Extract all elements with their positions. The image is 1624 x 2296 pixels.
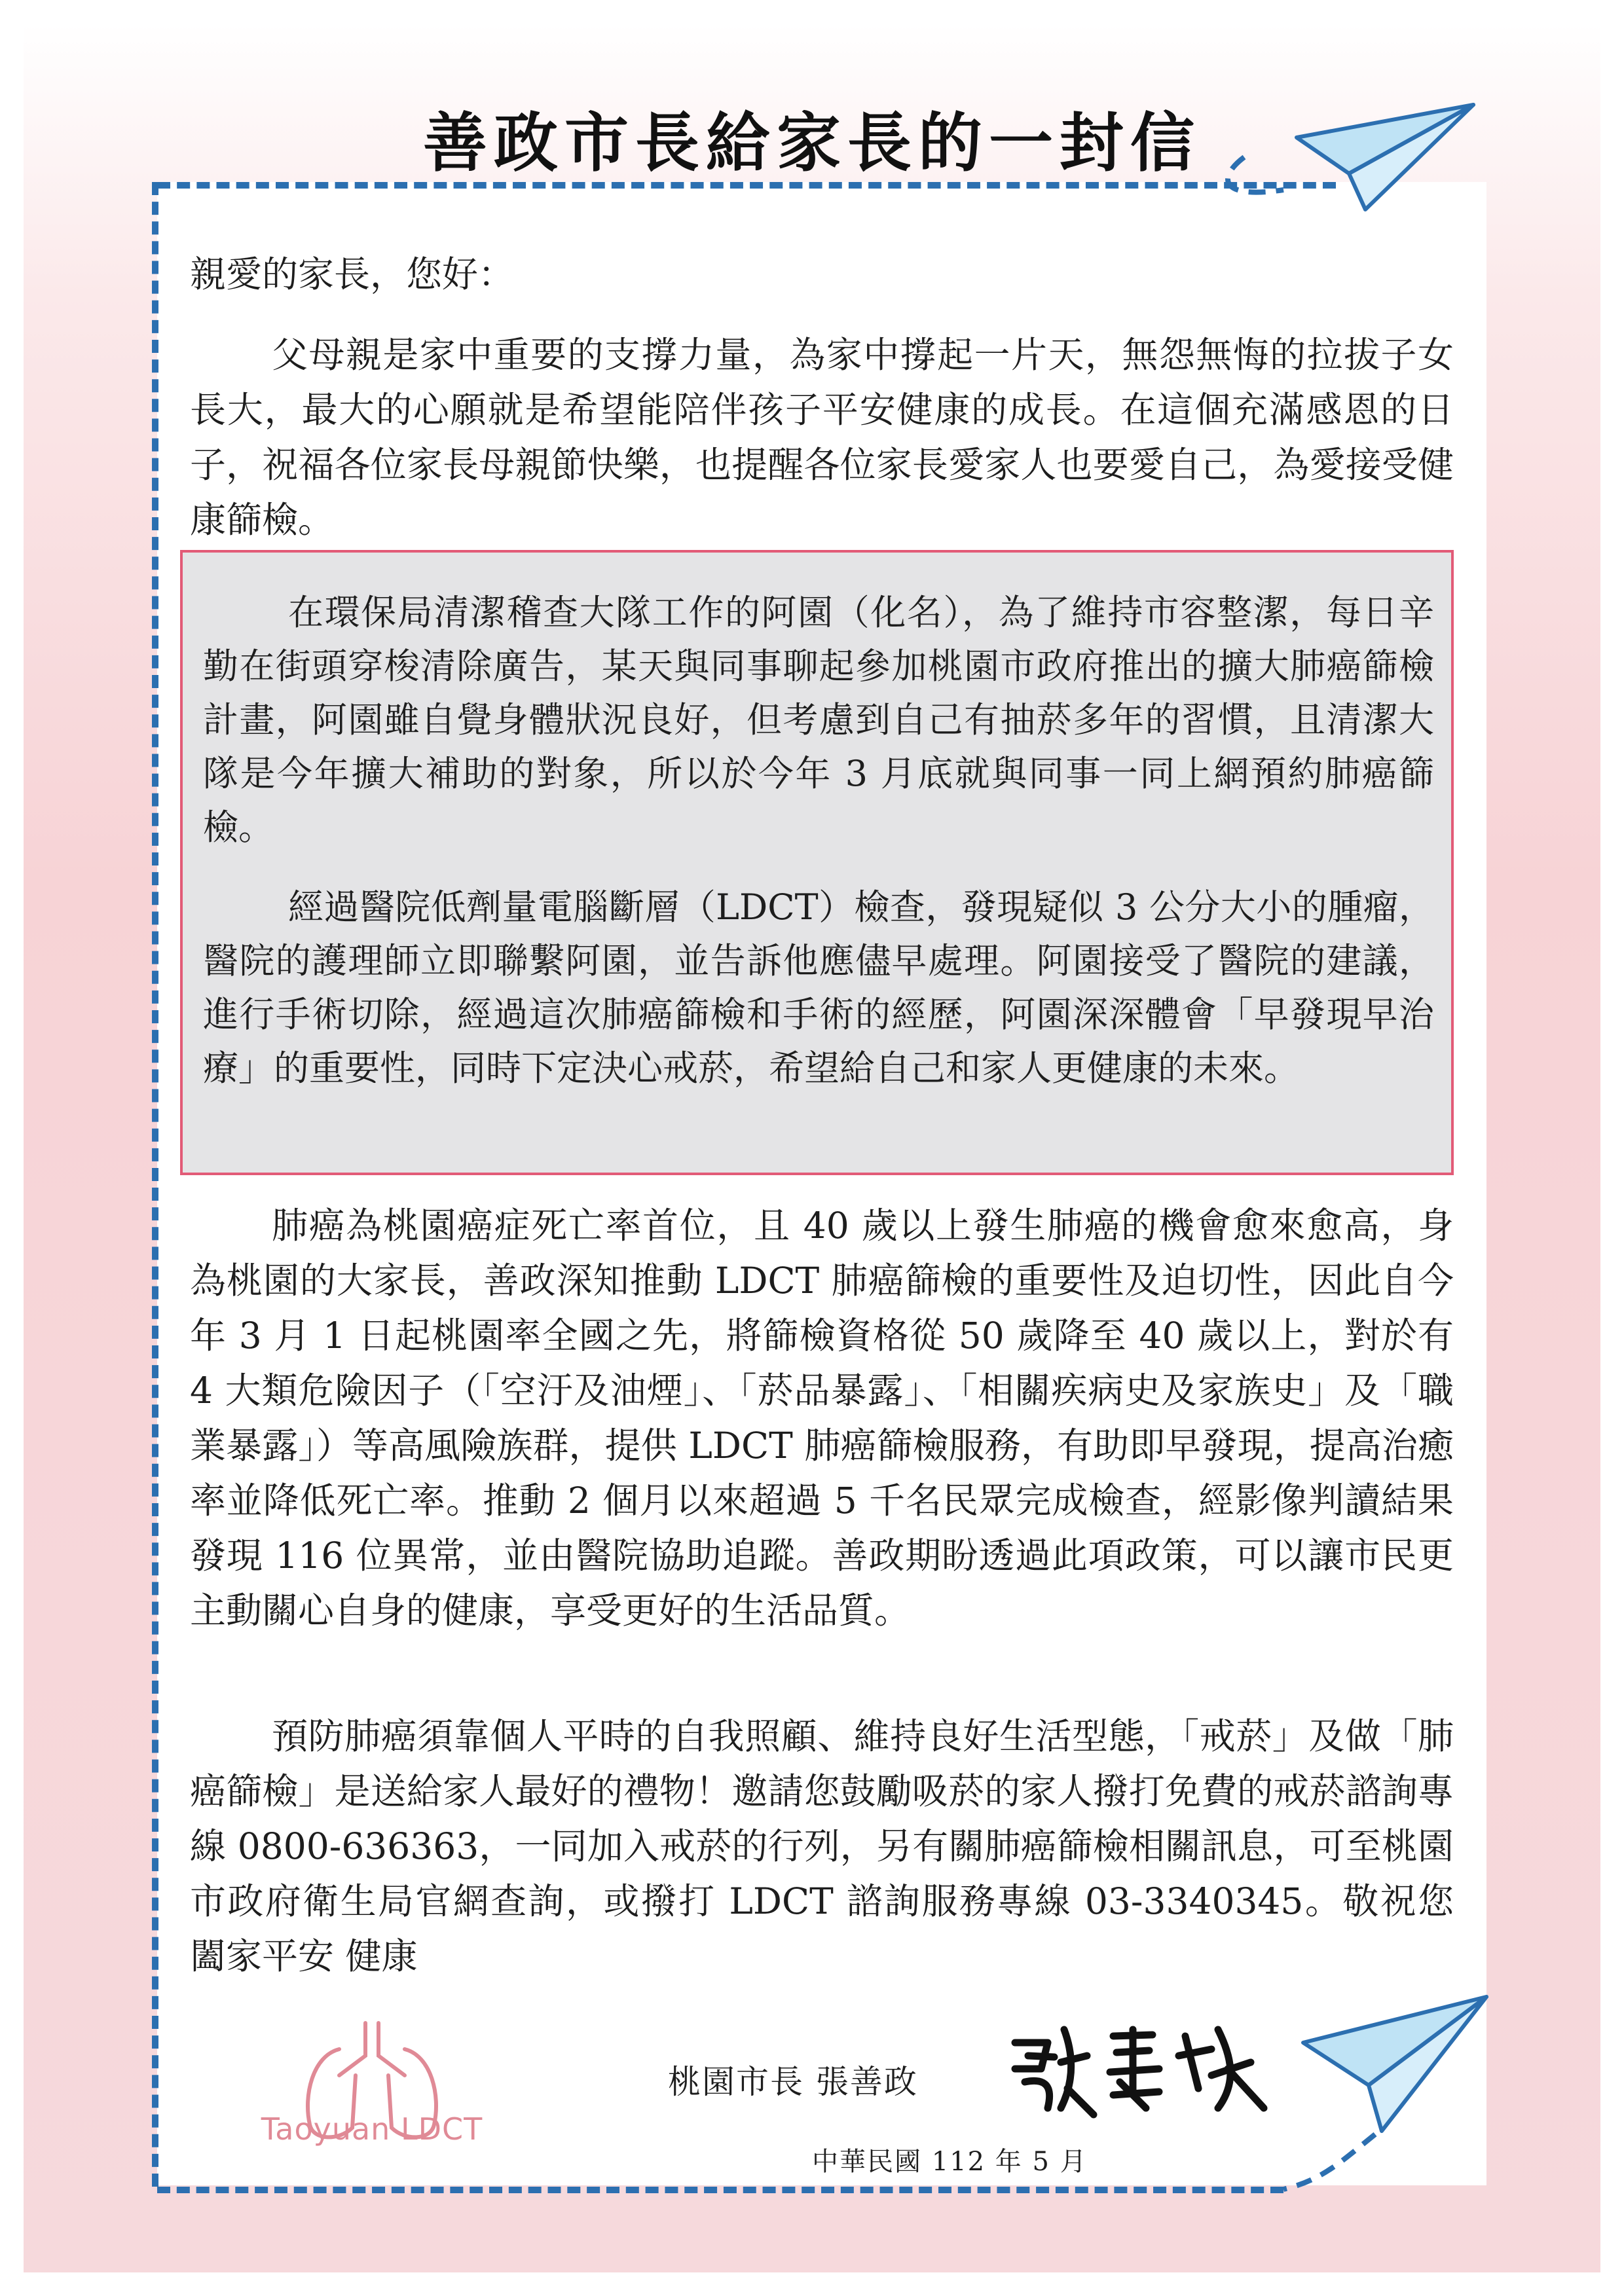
mayor-signature-line: 桃園市長 張善政 (668, 2063, 918, 2101)
paper-plane-icon (1283, 1984, 1500, 2200)
closing-paragraph: 預防肺癌須靠個人平時的自我照顧、維持良好生活型態，「戒菸」及做「肺癌篩檢」是送給家人最好的禮物！邀請您鼓勵吸菸的家人撥打免費的戒菸諮詢專線 0800-636363，一同加入戒菸的行列，另有關肺癌篩檢相關訊息，可至桃園市政府衛生局官網查詢，或撥打 LDCT 諮詢服務專線 03-3340345。敬祝您 闔家平安 健康 (190, 1715, 1454, 1977)
story-paragraph-2: 經過醫院低劑量電腦斷層（LDCT）檢查，發現疑似 3 公分大小的腫瘤，醫院的護理師立即聯繫阿園，並告訴他應儘早處理。阿園接受了醫院的建議，進行手術切除，經過這次肺癌篩檢和手術的經歷，阿園深深體會「早發現早治療」的重要性，同時下定決心戒菸，希望給自己和家人更健康的未來。 (203, 886, 1434, 1089)
dashed-border-left (152, 182, 158, 2187)
logo-text: Taoyuan LDCT (261, 2111, 483, 2147)
letter-date: 中華民國 112 年 5 月 (812, 2147, 1088, 2177)
greeting: 親愛的家長，您好： (190, 253, 515, 295)
intro-section (190, 327, 1454, 547)
policy-section (190, 1198, 1454, 1638)
policy-paragraph: 肺癌為桃園癌症死亡率首位，且 40 歲以上發生肺癌的機會愈來愈高，身為桃園的大家長，善政深知推動 LDCT 肺癌篩檢的重要性及迫切性，因此自今年 3 月 1 日起桃園率全國之先，將篩檢資格從 50 歲降至 40 歲以上，對於有 4 大類危險因子（「空汙及油煙」、「菸品暴露」、「相關疾病史及家族史」及「職業暴露」）等高風險族群，提供 LDCT 肺癌篩檢服務，有助即早發現，提高治癒率並降低死亡率。推動 2 個月以來超過 5 千名民眾完成檢查，經影像判讀結果發現 116 位異常，並由醫院協助追蹤。善政期盼透過此項政策，可以讓市民更主動關心自身的健康，享受更好的生活品質。 (190, 1205, 1454, 1631)
story-paragraph-1-wrap (203, 586, 1434, 854)
story-paragraph-1: 在環保局清潔稽查大隊工作的阿園（化名），為了維持市容整潔，每日辛勤在街頭穿梭清除廣告，某天與同事聊起參加桃園市政府推出的擴大肺癌篩檢計畫，阿園雖自覺身體狀況良好，但考慮到自己有抽菸多年的習慣，且清潔大隊是今年擴大補助的對象，所以於今年 3 月底就與同事一同上網預約肺癌篩檢。 (203, 592, 1434, 848)
letter-title: 善政市長給家長的一封信 (422, 105, 1201, 181)
handwritten-signature (1002, 2016, 1277, 2121)
closing-section (190, 1709, 1454, 1984)
dashed-border-bottom (157, 2187, 1283, 2193)
intro-paragraph: 父母親是家中重要的支撐力量，為家中撐起一片天，無怨無悔的拉拔子女長大，最大的心願就是希望能陪伴孩子平安健康的成長。在這個充滿感恩的日子，祝福各位家長母親節快樂，也提醒各位家長愛家人也要愛自己，為愛接受健康篩檢。 (190, 334, 1454, 541)
story-paragraph-2-wrap (203, 881, 1434, 1095)
